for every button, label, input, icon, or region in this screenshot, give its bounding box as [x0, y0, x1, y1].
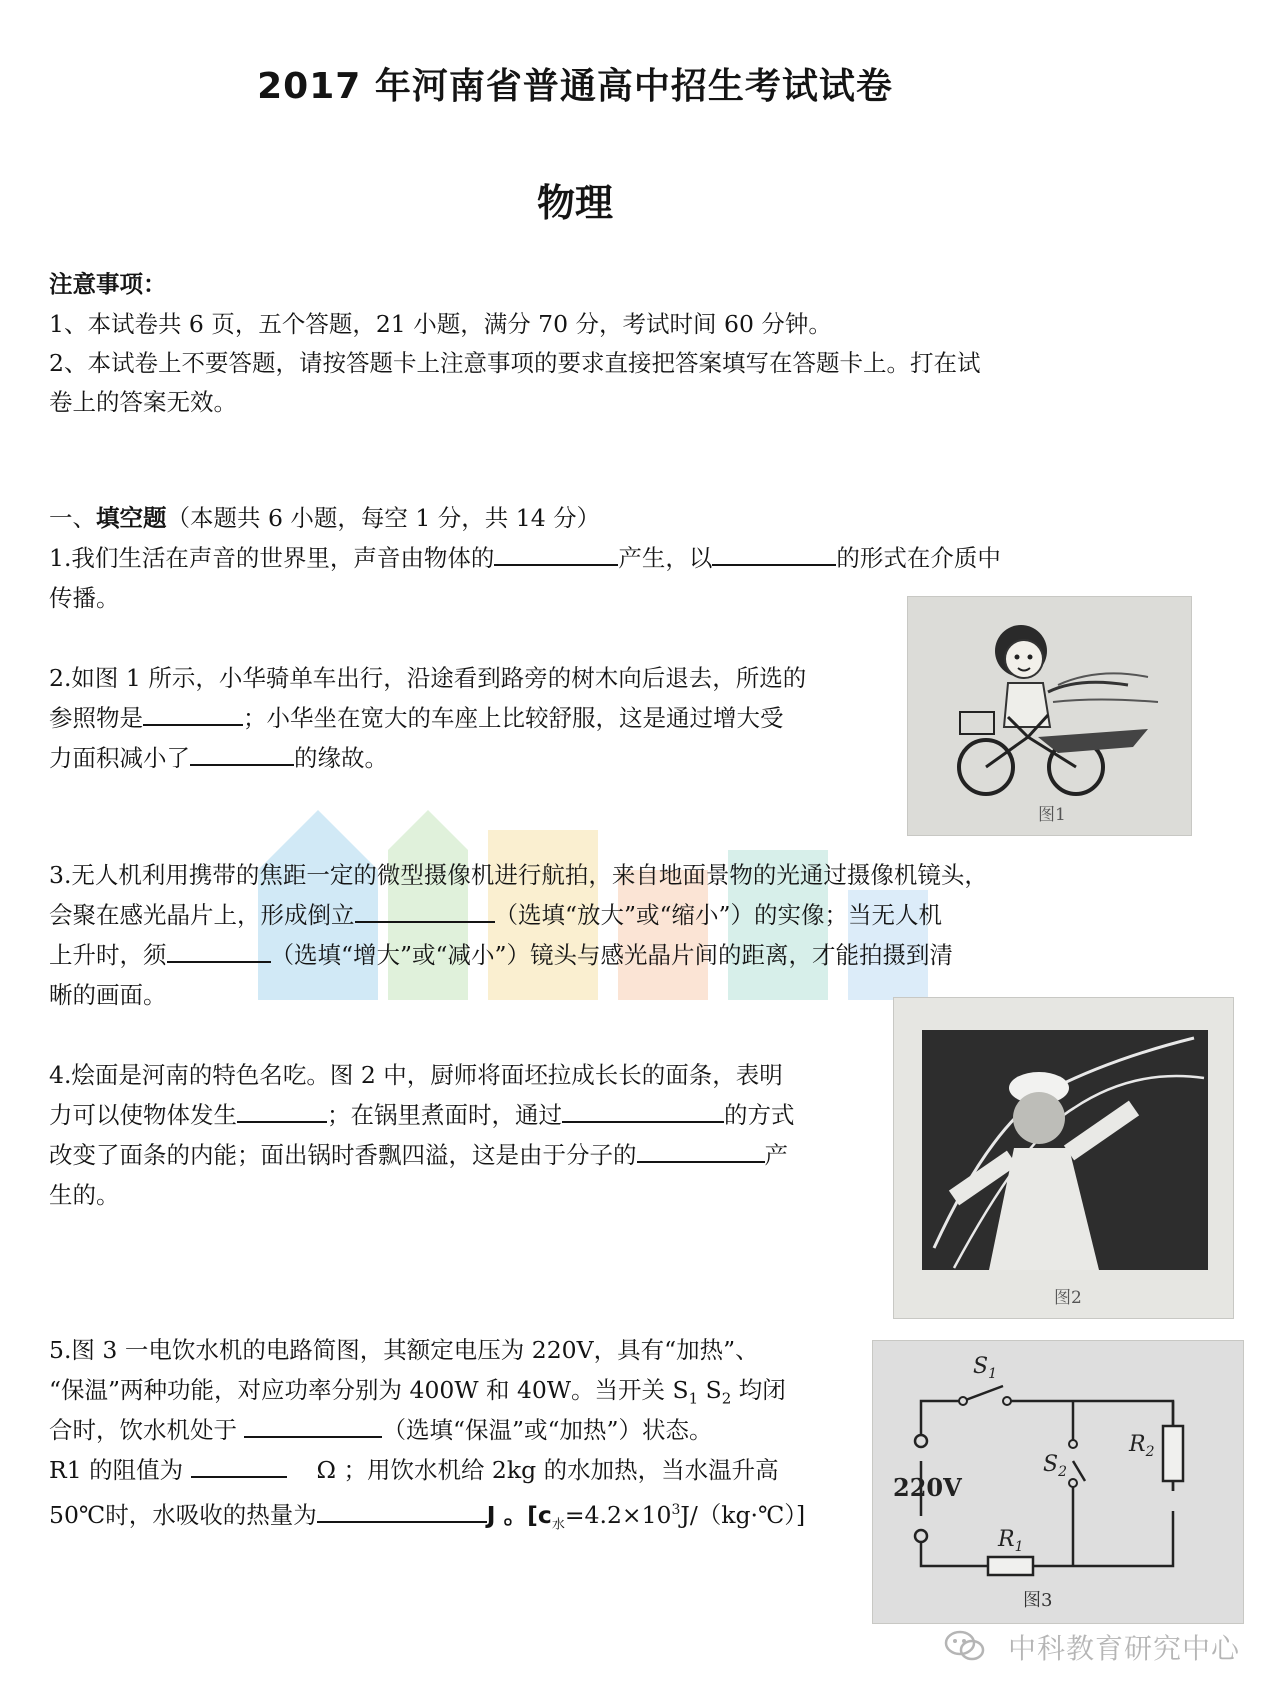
figure-2-illustration: [894, 998, 1233, 1318]
fig3-s2-label: S: [1043, 1452, 1059, 1477]
fig3-s1-sub: 1: [988, 1366, 997, 1382]
question-4-line-1: 4.烩面是河南的特色名吃。图 2 中，厨师将面坯拉成长长的面条，表明: [49, 1061, 783, 1089]
fig3-voltage-label: 220V: [893, 1473, 962, 1502]
question-3-line-3: [49, 935, 953, 975]
q5-superscript: 3: [671, 1502, 681, 1518]
figure-3-circuit: [873, 1341, 1243, 1623]
q4-blank-3[interactable]: [637, 1139, 765, 1163]
fig3-s1-label: S: [973, 1354, 989, 1379]
question-4-line-3: [49, 1135, 788, 1175]
q5-blank-1[interactable]: [244, 1414, 382, 1438]
q4-text: 力可以使物体发生: [49, 1101, 237, 1129]
figure-1: [907, 596, 1192, 836]
notice-item-2-line-2: 卷上的答案无效。: [49, 388, 237, 416]
fig3-r2-sub: 2: [1145, 1444, 1155, 1460]
notice-item-1: 1、本试卷共 6 页，五个答题，21 小题，满分 70 分，考试时间 60 分钟。: [49, 310, 832, 338]
figure-3: [872, 1340, 1244, 1624]
q2-text: ；小华坐在宽大的车座上比较舒服，这是通过增大受: [243, 704, 784, 732]
question-2-line-1: 2.如图 1 所示，小华骑单车出行，沿途看到路旁的树木向后退去，所选的: [49, 664, 807, 692]
q4-text: 的方式: [724, 1101, 795, 1129]
q5-text: Ω ；用饮水机给 2kg 的水加热，当水温升高: [316, 1456, 779, 1484]
notice-item-2-line-1: 2、本试卷上不要答题，请按答题卡上注意事项的要求直接把答案填写在答题卡上。打在试: [49, 349, 981, 377]
q4-blank-2[interactable]: [562, 1099, 724, 1123]
section-heading: [49, 498, 600, 538]
q4-text: ；在锅里煮面时，通过: [327, 1101, 562, 1129]
fig3-r1-sub: 1: [1014, 1539, 1024, 1555]
wechat-icon: [944, 1630, 986, 1662]
q5-text: （选填“保温”或“加热”）状态。: [382, 1416, 713, 1444]
q2-text: 参照物是: [49, 704, 143, 732]
figure-1-illustration: [908, 597, 1191, 835]
q3-text: 会聚在感光晶片上，形成倒立: [49, 901, 355, 929]
q5-text: R1 的阻值为: [49, 1456, 184, 1484]
q1-text: 1.我们生活在声音的世界里，声音由物体的: [49, 544, 495, 572]
q5-text: 均闭: [731, 1376, 786, 1404]
section-prefix: 一、: [49, 504, 96, 532]
q5-subscript: 1: [688, 1389, 699, 1408]
figure-3-caption: 图3: [1023, 1590, 1053, 1611]
q5-text: J/（kg·℃）]: [680, 1500, 806, 1529]
exam-title: 2017 年河南省普通高中招生考试试卷: [257, 66, 893, 107]
q5-text: 合时，饮水机处于: [49, 1416, 237, 1444]
q1-text: 的形式在介质中: [836, 544, 1001, 572]
figure-2: [893, 997, 1234, 1319]
footer-watermark: 中科教育研究中心: [1007, 1632, 1240, 1665]
q1-blank-2[interactable]: [712, 542, 836, 566]
q3-blank-1[interactable]: [355, 899, 495, 923]
q3-text: 上升时，须: [49, 941, 167, 969]
q5-subscript: 2: [721, 1389, 732, 1408]
q1-text: 产生，以: [618, 544, 713, 572]
q2-text: 力面积减小了: [49, 744, 190, 772]
q4-blank-1[interactable]: [237, 1099, 327, 1123]
question-5-line-1: 5.图 3 一电饮水机的电路简图，其额定电压为 220V，具有“加热”、: [49, 1336, 759, 1364]
q3-text: （选填“增大”或“减小”）镜头与感光晶片间的距离，才能拍摄到清: [270, 941, 954, 969]
section-desc: （本题共 6 小题，每空 1 分，共 14 分）: [166, 504, 601, 532]
q5-text: “保温”两种功能，对应功率分别为 400W 和 40W。当开关 S: [49, 1376, 689, 1404]
q4-text: 改变了面条的内能；面出锅时香飘四溢，这是由于分子的: [49, 1141, 637, 1169]
q5-text: J 。[c: [486, 1500, 552, 1529]
q5-text: =4.2×10: [564, 1500, 672, 1529]
question-3-line-1: 3.无人机利用携带的焦距一定的微型摄像机进行航拍，来自地面景物的光通过摄像机镜头，: [49, 861, 988, 889]
subject-title: 物理: [536, 181, 613, 225]
q5-blank-3[interactable]: [317, 1499, 487, 1523]
question-2-line-2: [49, 698, 784, 738]
figure-1-caption: 图1: [1038, 805, 1066, 825]
question-5-line-5: [49, 1490, 805, 1546]
question-5-line-3: [49, 1410, 713, 1450]
q1-blank-1[interactable]: [494, 542, 618, 566]
fig3-r1-label: R: [998, 1527, 1015, 1552]
q2-blank-1[interactable]: [143, 702, 243, 726]
section-name: 填空题: [96, 504, 167, 532]
question-1-line-2: 传播。: [49, 584, 120, 612]
figure-2-caption: 图2: [1054, 1288, 1082, 1308]
question-1-line-1: [49, 538, 1001, 578]
q3-blank-2[interactable]: [167, 939, 271, 963]
question-5-line-4: [49, 1450, 779, 1490]
notice-heading: 注意事项：: [49, 270, 167, 298]
q2-text: 的缘故。: [294, 744, 388, 772]
q5-text: 50℃时，水吸收的热量为: [49, 1500, 317, 1529]
fig3-r2-label: R: [1129, 1432, 1146, 1457]
question-3-line-4: 晰的画面。: [49, 981, 167, 1009]
q5-blank-2[interactable]: [191, 1454, 287, 1478]
question-4-line-2: [49, 1095, 795, 1135]
question-4-line-4: 生的。: [49, 1181, 120, 1209]
q5-subscript: 水: [551, 1517, 565, 1533]
q3-text: （选填“放大”或“缩小”）的实像；当无人机: [494, 901, 943, 929]
q5-text: S: [698, 1376, 722, 1404]
question-2-line-3: [49, 738, 388, 778]
fig3-s2-sub: 2: [1058, 1464, 1067, 1480]
q4-text: 产: [764, 1141, 788, 1169]
q2-blank-2[interactable]: [190, 742, 294, 766]
question-3-line-2: [49, 895, 942, 935]
